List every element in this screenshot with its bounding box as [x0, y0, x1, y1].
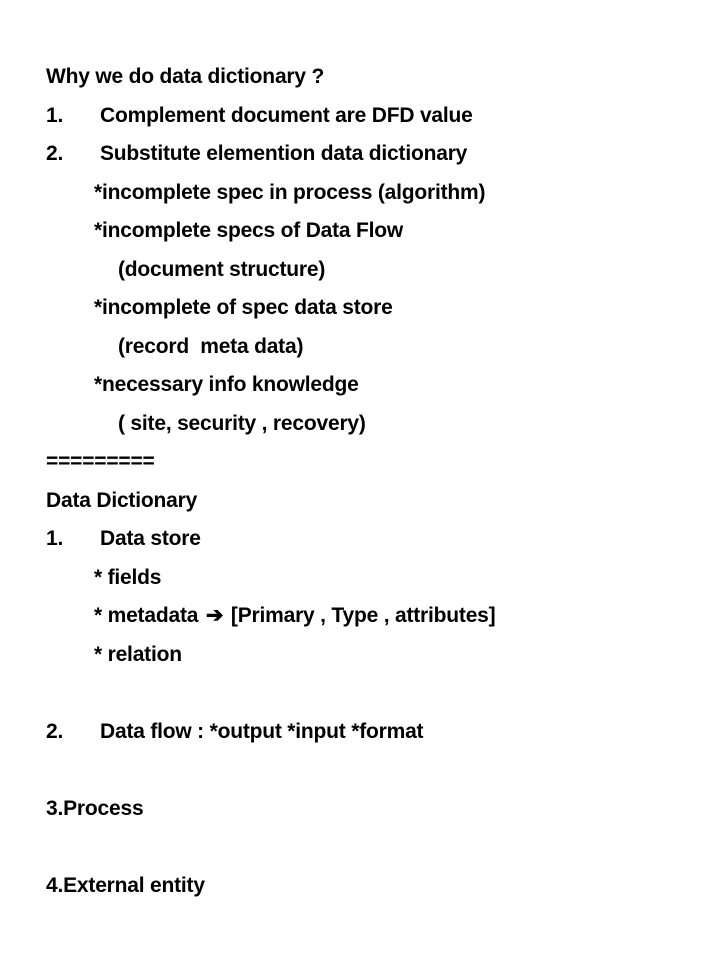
process-item: 3.Process: [46, 796, 144, 820]
reason-number: 1.: [46, 103, 64, 127]
spec-detail-datastore: (record meta data): [118, 334, 304, 358]
spacer: [46, 751, 706, 790]
reason-number: 2.: [46, 142, 64, 165]
reason-text: Complement document are DFD value: [100, 103, 473, 127]
metadata-value: [Primary , Type , attributes]: [230, 604, 496, 627]
spec-bullet-knowledge: *necessary info knowledge: [94, 373, 359, 396]
arrow-right-icon: ➔: [205, 604, 224, 627]
store-fields: * fields: [94, 565, 162, 589]
spacer: [46, 674, 706, 713]
spec-bullet-datastore: *incomplete of spec data store: [94, 296, 393, 319]
spec-bullet-process: *incomplete spec in process (algorithm): [94, 180, 486, 204]
flow-text: Data flow : *output *input *format: [100, 719, 424, 743]
store-number: 1.: [46, 527, 64, 550]
reason-item-1: [46, 97, 706, 136]
spec-detail-knowledge: ( site, security , recovery): [118, 411, 366, 435]
store-metadata: [46, 597, 706, 636]
spacer: [46, 828, 706, 867]
metadata-prefix: * metadata: [94, 604, 199, 627]
heading: Why we do data dictionary ?: [46, 65, 325, 88]
separator: =========: [46, 450, 155, 473]
document-page: [46, 58, 706, 905]
reason-item-2: [46, 135, 706, 174]
data-store-item: [46, 520, 706, 559]
store-relation: * relation: [94, 642, 182, 666]
external-entity-item: 4.External entity: [46, 873, 205, 897]
data-flow-item: [46, 713, 706, 752]
reason-text: Substitute elemention data dictionary: [100, 142, 468, 165]
spec-bullet-dataflow: *incomplete specs of Data Flow: [94, 219, 404, 242]
store-label: Data store: [100, 527, 201, 550]
flow-number: 2.: [46, 719, 64, 743]
spec-detail-dataflow: (document structure): [118, 257, 326, 281]
data-dictionary-title: Data Dictionary: [46, 488, 198, 512]
